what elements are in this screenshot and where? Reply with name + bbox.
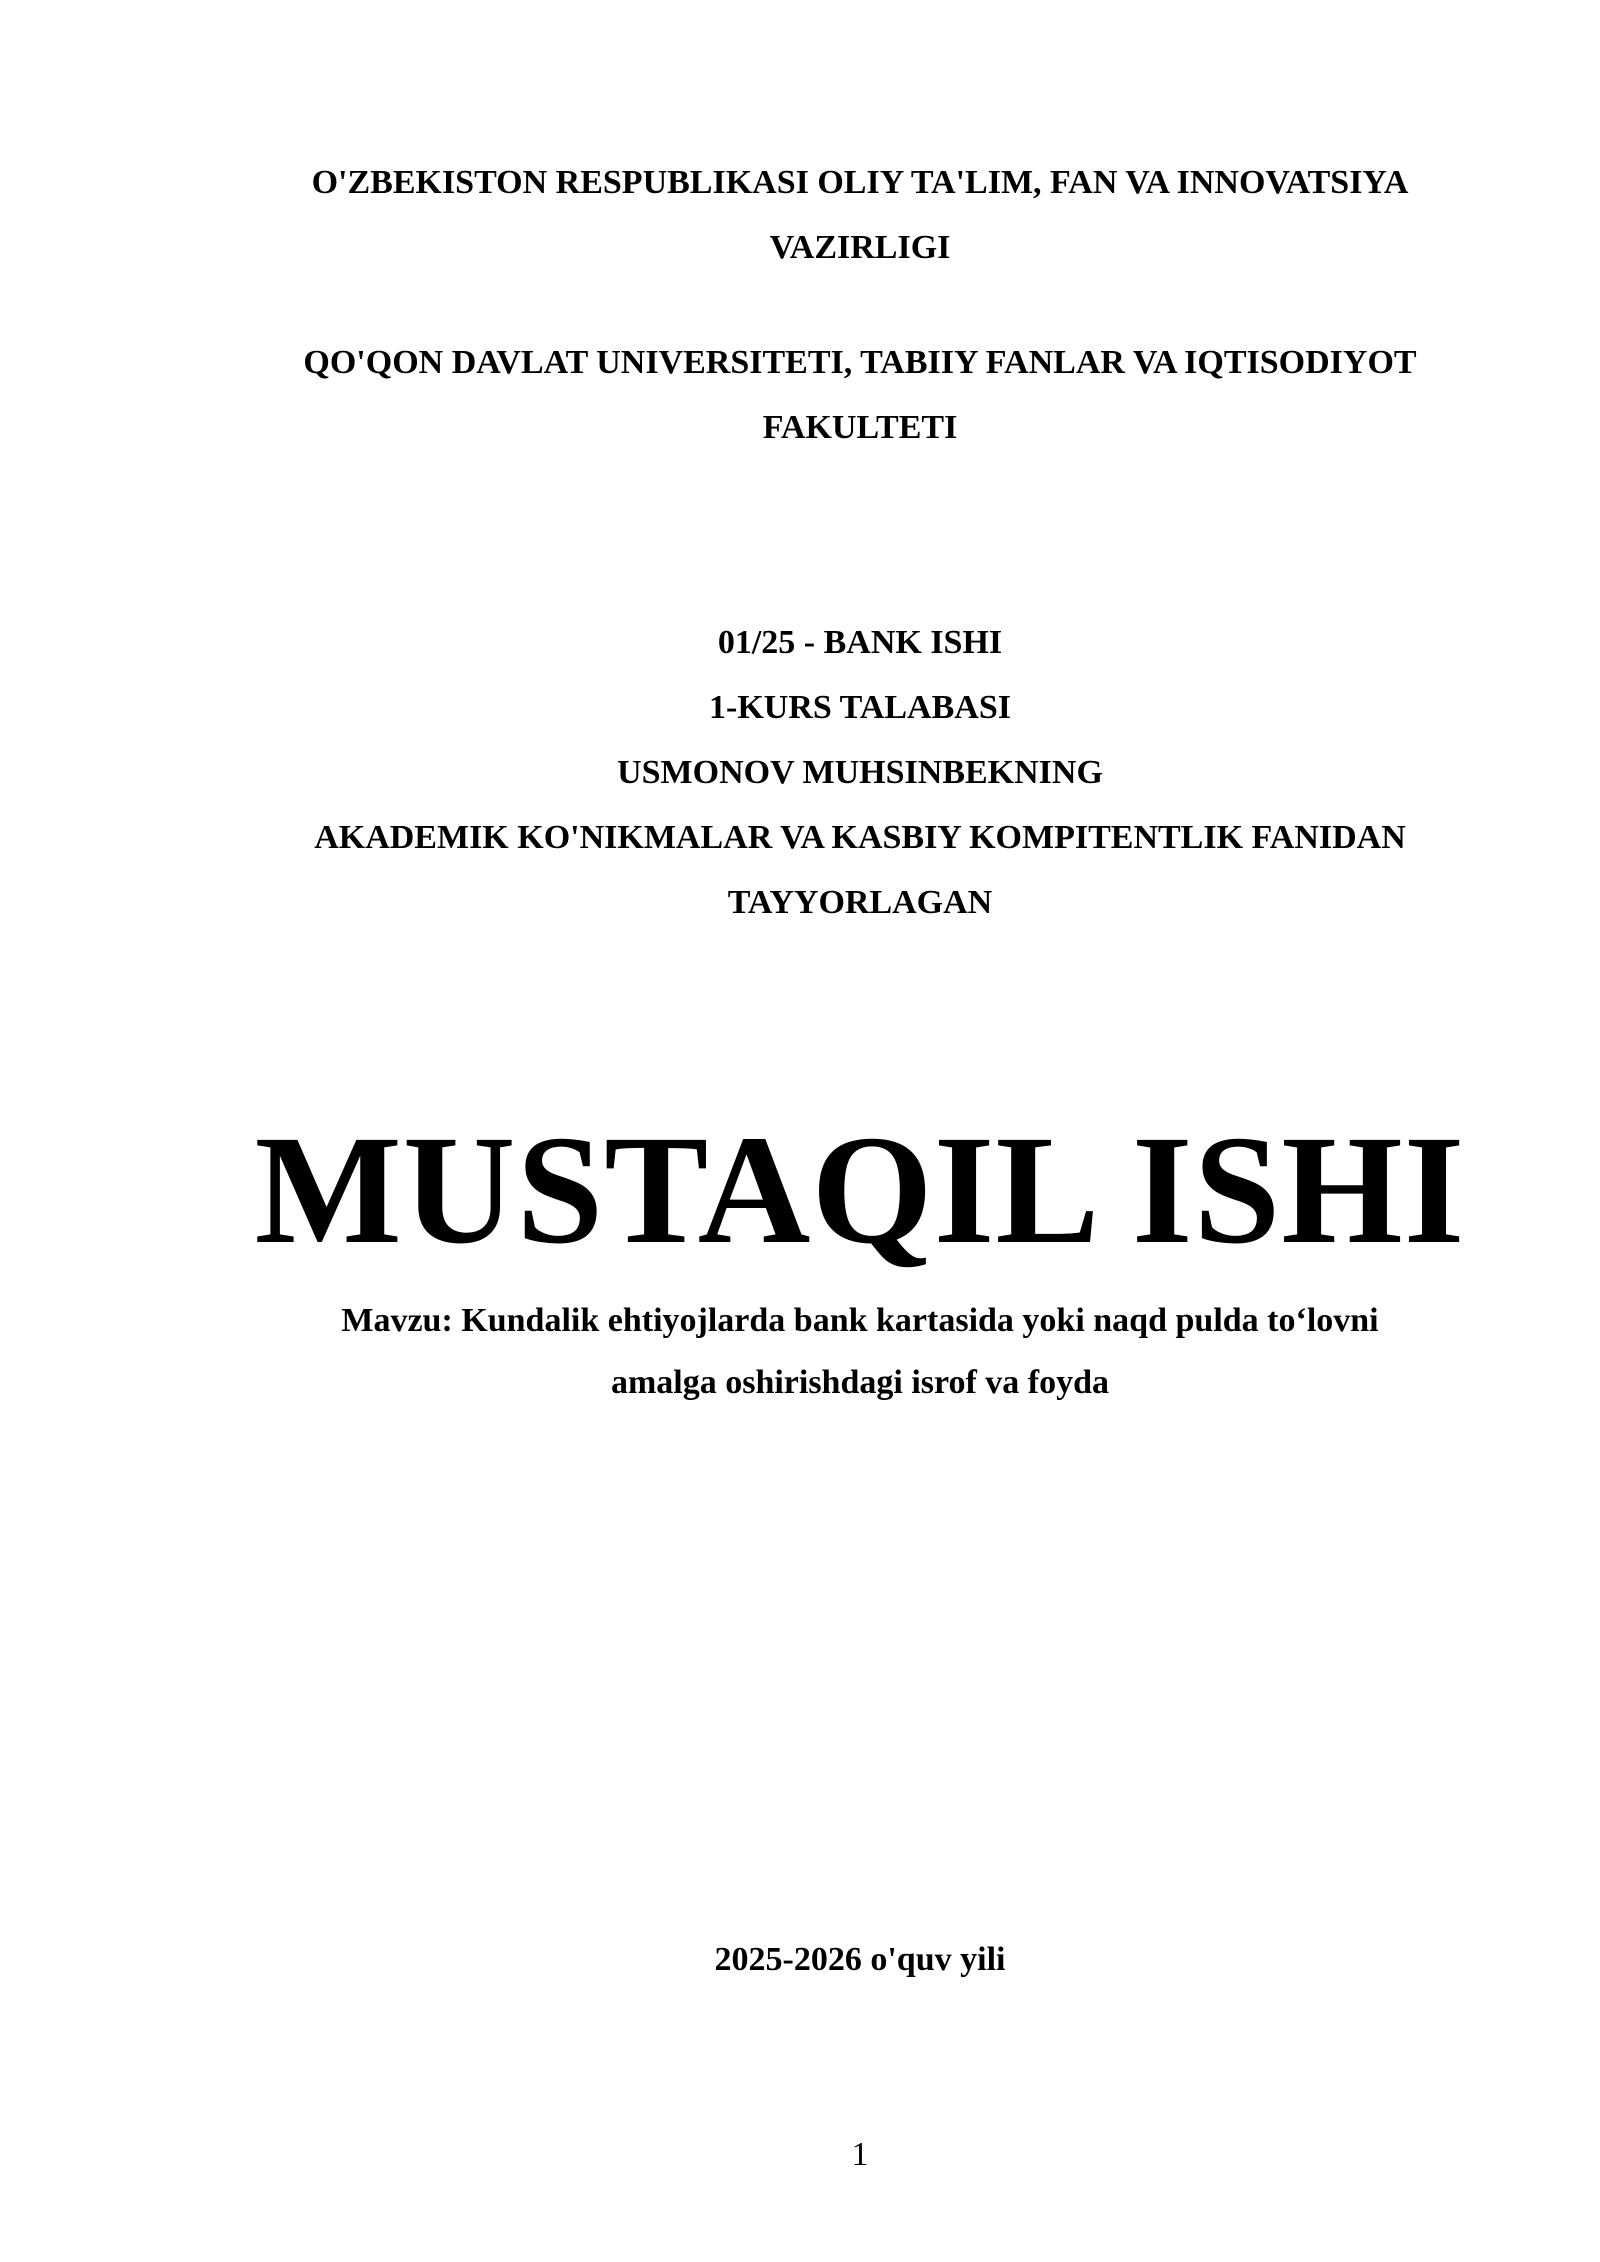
- student-subject: AKADEMIK KO'NIKMALAR VA KASBIY KOMPITENTLIK FANIDAN: [314, 819, 1406, 856]
- ministry-line-1: O'ZBEKISTON RESPUBLIKASI OLIY TA'LIM, FAN VA INNOVATSIYA: [311, 164, 1409, 201]
- student-prepared: TAYYORLAGAN: [727, 884, 993, 921]
- university-line-2: FAKULTETI: [762, 409, 958, 446]
- page-number: 1: [851, 2136, 869, 2173]
- ministry-line-2: VAZIRLIGI: [769, 229, 951, 266]
- student-course: 1-KURS TALABASI: [709, 689, 1011, 726]
- student-info: [200, 610, 1520, 935]
- student-group: 01/25 - BANK ISHI: [717, 624, 1003, 661]
- topic-line-1: Mavzu: Kundalik ehtiyojlarda bank kartasida yoki naqd pulda to‘lovni: [341, 1302, 1379, 1339]
- topic: [200, 1290, 1520, 1414]
- topic-line-2: amalga oshirishdagi isrof va foyda: [610, 1364, 1110, 1401]
- university-heading: [200, 330, 1520, 460]
- document-title: MUSTAQIL ISHI: [254, 1103, 1466, 1276]
- ministry-heading: [200, 150, 1520, 280]
- academic-year: 2025-2026 o'quv yili: [714, 1941, 1006, 1978]
- university-line-1: QO'QON DAVLAT UNIVERSITETI, TABIIY FANLAR VA IQTISODIYOT: [303, 344, 1417, 381]
- student-name: USMONOV MUHSINBEKNING: [617, 754, 1103, 791]
